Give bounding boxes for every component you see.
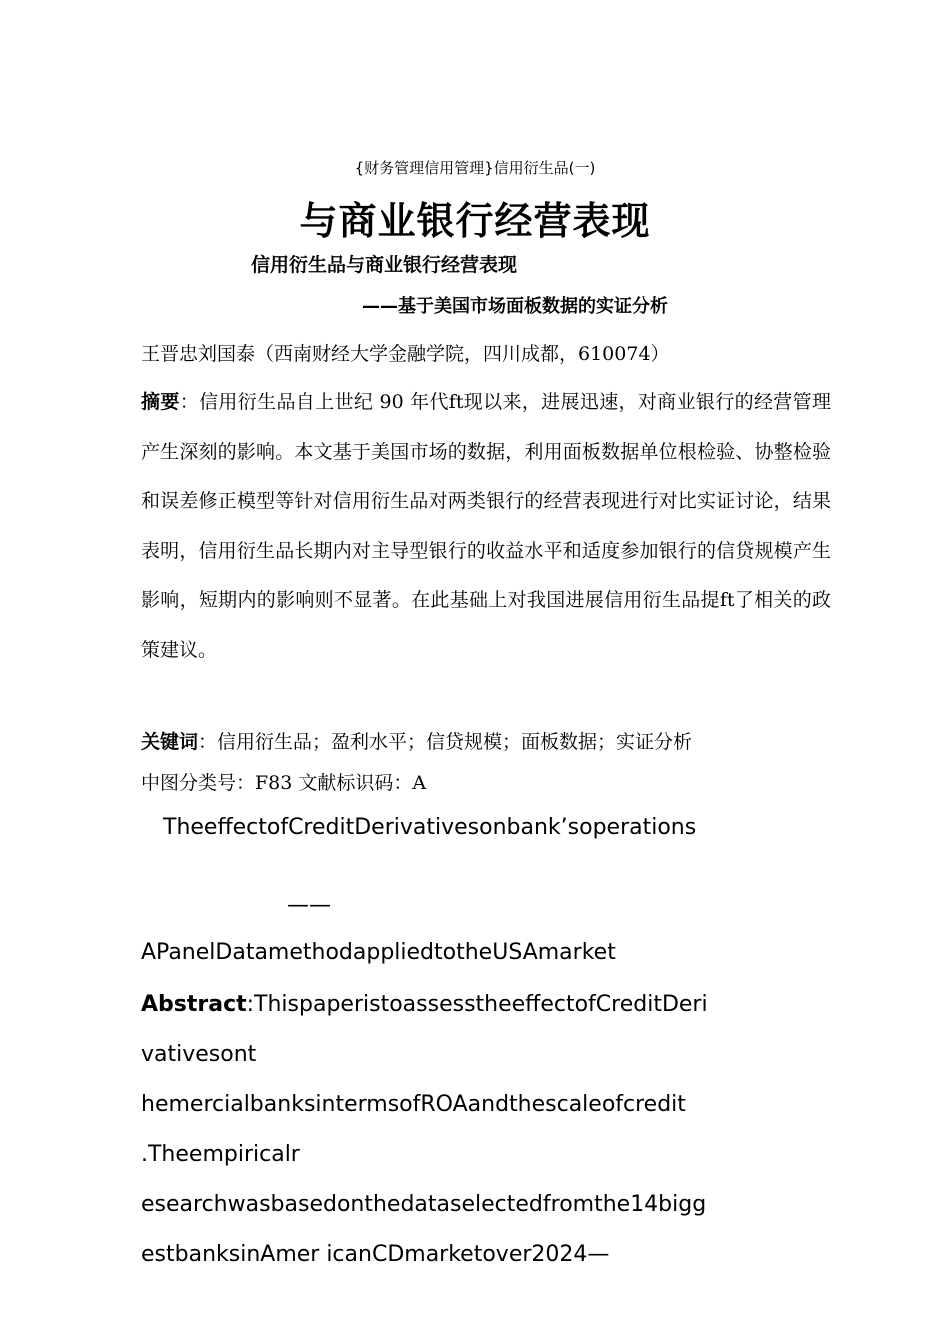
- paper-title: 信用衍生品与商业银行经营表现: [251, 254, 518, 276]
- abstract-label: 摘要: [141, 391, 180, 413]
- english-abstract-line: .Theempiricalr: [141, 1142, 300, 1167]
- english-abstract-label: Abstract: [141, 992, 247, 1017]
- author-line: 王晋忠刘国泰（西南财经大学金融学院，四川成都，610074）: [141, 343, 670, 365]
- english-title: TheeffectofCreditDerivativesonbank’soperations: [163, 815, 697, 840]
- english-abstract-line: vativesont: [141, 1042, 257, 1067]
- keywords-label: 关键词: [141, 731, 199, 753]
- keywords-line: [141, 727, 692, 754]
- english-abstract-line: estbanksinAmer icanCDmarketover2024—: [141, 1242, 610, 1267]
- english-title-dash: ——: [287, 893, 331, 918]
- chinese-abstract: [141, 378, 831, 675]
- document-top-title: {财务管理信用管理}信用衍生品(一): [354, 159, 596, 177]
- paper-subtitle: ——基于美国市场面板数据的实证分析: [362, 296, 668, 317]
- english-subtitle: APanelDatamethodappliedtotheUSAmarket: [141, 940, 616, 965]
- classification-line: 中图分类号：F83 文献标识码：A: [141, 772, 427, 794]
- abstract-separator: ：: [179, 391, 200, 413]
- english-abstract-line: hemercialbanksintermsofROAandthescaleofcredit: [141, 1092, 686, 1117]
- keywords-body: 信用衍生品；盈利水平；信贷规模；面板数据；实证分析: [217, 731, 693, 753]
- english-abstract: [141, 980, 841, 1280]
- abstract-body: 信用衍生品自上世纪 90 年代ft现以来，进展迅速，对商业银行的经营管理产生深刻的影响。本文基于美国市场的数据，利用面板数据单位根检验、协整检验和误差修正模型等针对信用衍生品对两类银行的经营表现进行对比实证讨论，结果表明，信用衍生品长期内对主导型银行的收益水平和适度参加银行的信贷规模产生影响，短期内的影响则不显著。在此基础上对我国进展信用衍生品提ft了相关的政策建议。: [141, 391, 831, 661]
- main-title: 与商业银行经营表现: [299, 199, 651, 243]
- keywords-separator: ：: [198, 731, 218, 753]
- english-abstract-line: Abstract:ThispaperistoassesstheeffectofCreditDeri: [141, 992, 708, 1017]
- english-abstract-line: esearchwasbasedonthedataselectedfromthe14bigg: [141, 1192, 707, 1217]
